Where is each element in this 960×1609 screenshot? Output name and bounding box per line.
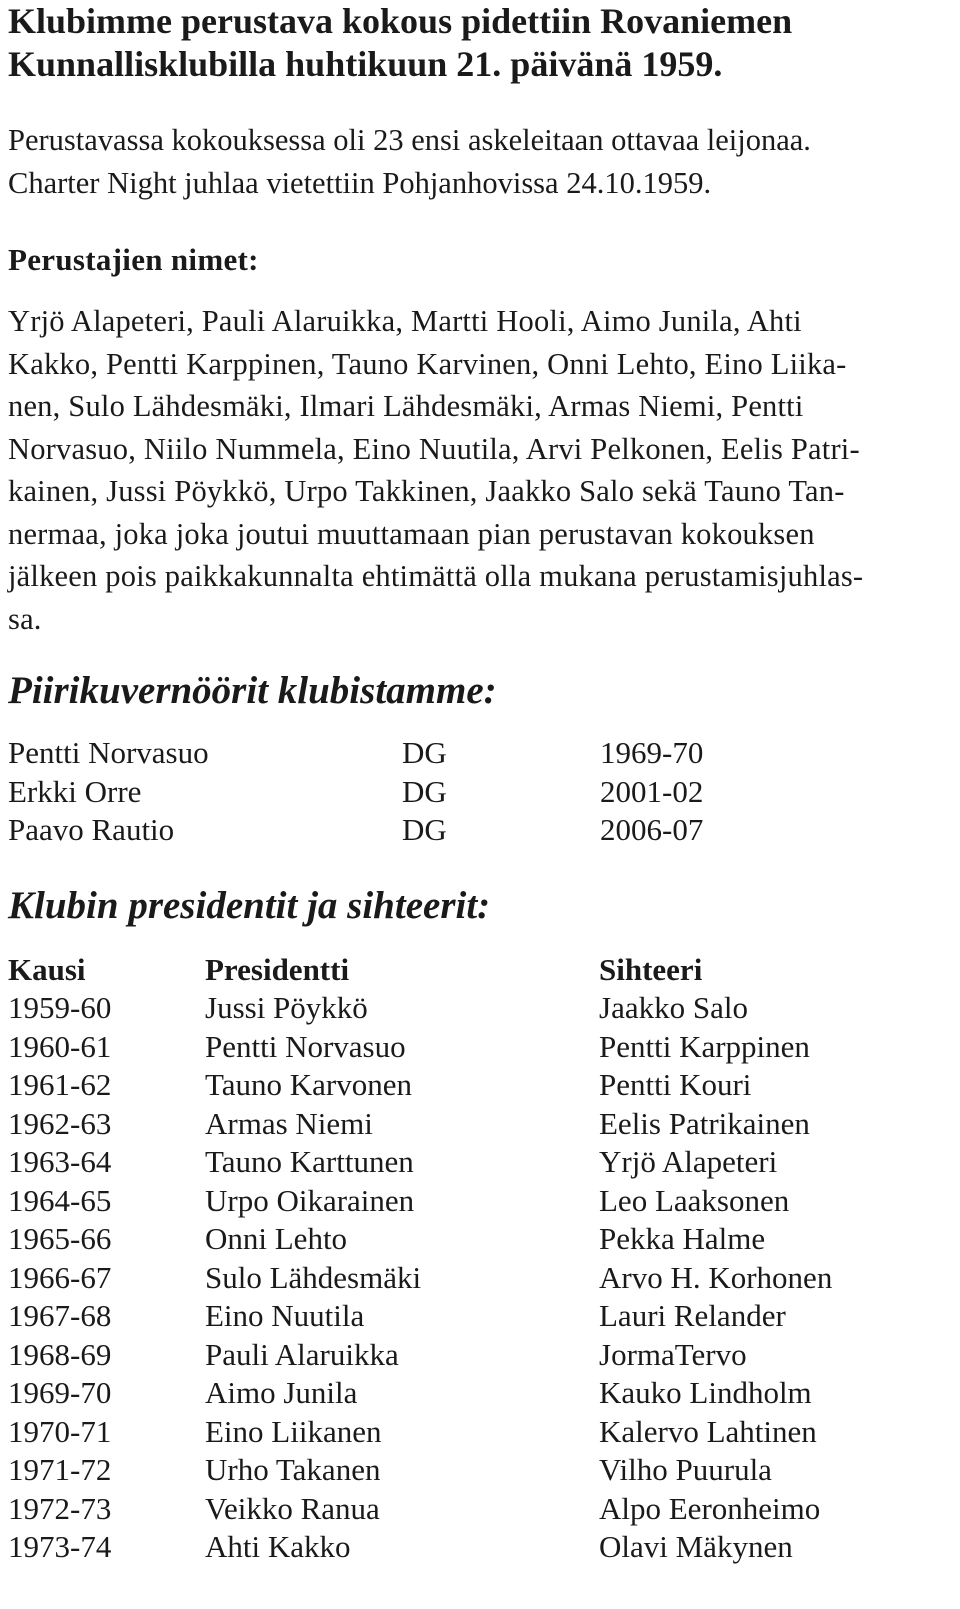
president-cell: Sulo Lähdesmäki xyxy=(205,1259,422,1295)
secretary-cell: Lauri Relander xyxy=(599,1298,786,1333)
president-cell: Urho Takanen xyxy=(205,1452,381,1487)
secretary-cell: Pentti Kouri xyxy=(599,1067,752,1102)
governor-period: 1969-70 xyxy=(600,735,704,770)
secretary-cell: Vilho Puurula xyxy=(599,1452,772,1487)
season-cell: 1960-61 xyxy=(8,1028,112,1064)
season-cell: 1973-74 xyxy=(8,1529,112,1564)
president-row xyxy=(8,1105,933,1144)
season-cell: 1972-73 xyxy=(8,1490,112,1526)
president-cell: Tauno Karvonen xyxy=(205,1067,413,1102)
governor-role: DG xyxy=(402,735,447,770)
president-row xyxy=(8,1143,933,1182)
president-row xyxy=(8,1028,933,1067)
governor-row xyxy=(8,773,933,812)
president-row xyxy=(8,1182,933,1221)
season-cell: 1967-68 xyxy=(8,1298,112,1333)
president-cell: Jussi Pöykkö xyxy=(205,990,368,1025)
governor-name: Pentti Norvasuo xyxy=(8,735,209,770)
president-cell: Armas Niemi xyxy=(205,1105,373,1141)
president-cell: Pauli Alaruikka xyxy=(205,1336,399,1372)
headline-line-2: Kunnallisklubilla huhtikuun 21. päivänä 1959. xyxy=(8,44,723,84)
secretary-cell: JormaTervo xyxy=(599,1336,747,1372)
header-season: Kausi xyxy=(8,951,86,987)
president-cell: Eino Nuutila xyxy=(205,1298,365,1333)
header-president: Presidentti xyxy=(205,951,350,987)
season-cell: 1961-62 xyxy=(8,1067,112,1102)
governor-name: Erkki Orre xyxy=(8,773,142,809)
season-cell: 1959-60 xyxy=(8,990,112,1025)
president-row xyxy=(8,1297,933,1336)
season-cell: 1962-63 xyxy=(8,1105,112,1141)
secretary-cell: Leo Laaksonen xyxy=(599,1182,790,1218)
president-row xyxy=(8,1490,933,1529)
governors-list xyxy=(8,734,933,850)
governor-row xyxy=(8,811,933,850)
intro-line-1: Perustavassa kokouksessa oli 23 ensi askeleitaan ottavaa leijonaa. xyxy=(8,123,811,157)
president-row xyxy=(8,1066,933,1105)
secretary-cell: Jaakko Salo xyxy=(599,990,748,1025)
presidents-table xyxy=(8,951,933,1567)
president-row xyxy=(8,1336,933,1375)
season-cell: 1968-69 xyxy=(8,1336,112,1372)
presidents-table-header xyxy=(8,951,933,990)
season-cell: 1966-67 xyxy=(8,1259,112,1295)
secretary-cell: Yrjö Alapeteri xyxy=(599,1144,778,1179)
president-cell: Pentti Norvasuo xyxy=(205,1028,406,1064)
president-row xyxy=(8,1374,933,1413)
secretary-cell: Kauko Lindholm xyxy=(599,1375,812,1410)
secretary-cell: Pentti Karppinen xyxy=(599,1028,810,1064)
president-row xyxy=(8,989,933,1028)
season-cell: 1963-64 xyxy=(8,1144,112,1179)
intro-paragraph xyxy=(8,119,933,205)
secretary-cell: Arvo H. Korhonen xyxy=(599,1259,833,1295)
governor-name: Paavo Rautio xyxy=(8,812,175,847)
president-cell: Ahti Kakko xyxy=(205,1529,351,1564)
president-row xyxy=(8,1413,933,1452)
governor-period: 2001-02 xyxy=(600,773,704,809)
presidents-heading: Klubin presidentit ja sihteerit: xyxy=(8,883,491,927)
governor-role: DG xyxy=(402,773,447,809)
founders-heading: Perustajien nimet: xyxy=(8,242,259,277)
president-row xyxy=(8,1220,933,1259)
governor-role: DG xyxy=(402,812,447,847)
president-cell: Aimo Junila xyxy=(205,1375,358,1410)
president-row xyxy=(8,1451,933,1490)
season-cell: 1969-70 xyxy=(8,1375,112,1410)
governor-period: 2006-07 xyxy=(600,812,704,847)
season-cell: 1964-65 xyxy=(8,1182,112,1218)
headline-line-1: Klubimme perustava kokous pidettiin Rovaniemen xyxy=(8,1,793,41)
season-cell: 1970-71 xyxy=(8,1413,112,1449)
president-cell: Tauno Karttunen xyxy=(205,1144,414,1179)
governor-row xyxy=(8,734,933,773)
intro-line-2: Charter Night juhlaa vietettiin Pohjanhovissa 24.10.1959. xyxy=(8,166,712,200)
season-cell: 1965-66 xyxy=(8,1221,112,1256)
president-cell: Urpo Oikarainen xyxy=(205,1182,415,1218)
president-row xyxy=(8,1528,933,1567)
secretary-cell: Eelis Patrikainen xyxy=(599,1105,810,1141)
secretary-cell: Pekka Halme xyxy=(599,1221,766,1256)
headline xyxy=(8,0,933,86)
secretary-cell: Olavi Mäkynen xyxy=(599,1529,793,1564)
founders-paragraph: Yrjö Alapeteri, Pauli Alaruikka, Martti Hooli, Aimo Junila, Ahti Kakko, Pentti Karppinen, Tauno Karvinen, Onni Lehto, Eino Liika- nen, Sulo Lähdesmäki, Ilmari Lähdesmäki, Armas Niemi, Pentti Norvasuo, Niilo Nummela, Eino Nuutila, Arvi Pelkonen, Eelis Patri- kainen, Jussi Pöykkö, Urpo Takkinen, Jaakko Salo sekä Tauno Tan- nermaa, joka joka joutui muuttamaan pian perustavan kokouksen jälkeen pois paikkakunnalta ehtimättä olla mukana perustamisjuhlas- sa. xyxy=(8,304,864,636)
president-row xyxy=(8,1259,933,1298)
presidents-table-body xyxy=(8,989,933,1567)
president-cell: Onni Lehto xyxy=(205,1221,348,1256)
document-page xyxy=(8,0,933,1567)
president-cell: Veikko Ranua xyxy=(205,1490,380,1526)
header-secretary: Sihteeri xyxy=(599,951,703,987)
secretary-cell: Alpo Eeronheimo xyxy=(599,1490,821,1526)
governors-heading: Piirikuvernöörit klubistamme: xyxy=(8,669,497,712)
secretary-cell: Kalervo Lahtinen xyxy=(599,1413,817,1449)
president-cell: Eino Liikanen xyxy=(205,1413,382,1449)
season-cell: 1971-72 xyxy=(8,1452,112,1487)
